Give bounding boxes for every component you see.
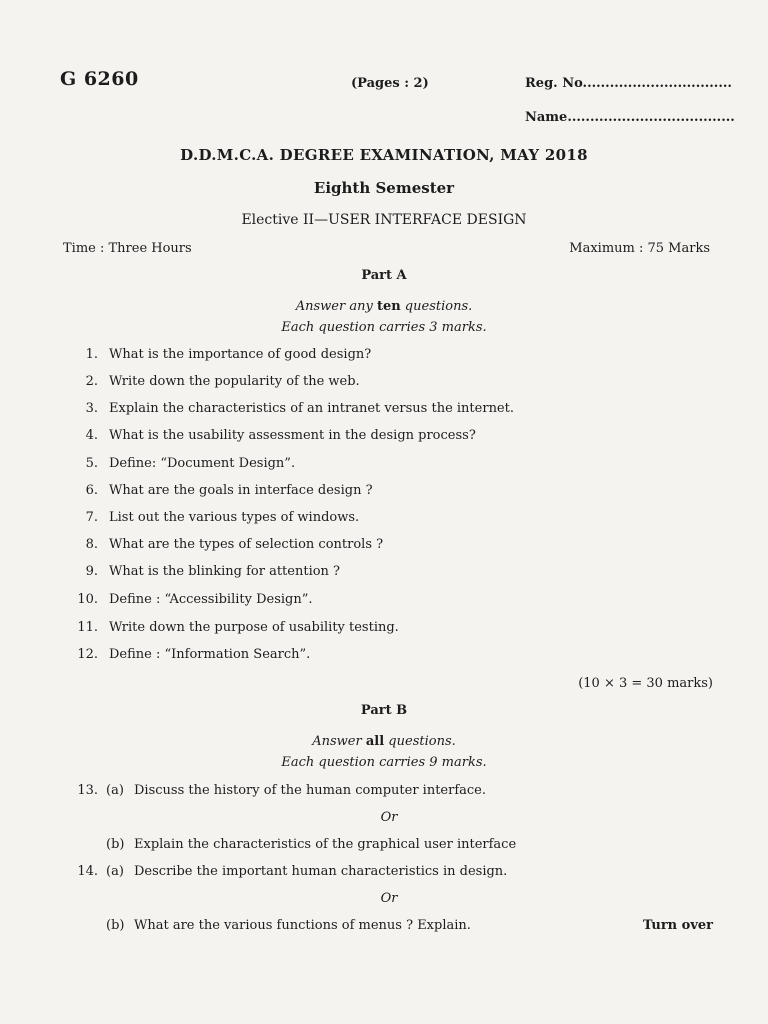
instr-text: Answer: [312, 734, 366, 749]
instr-emphasis: all: [365, 734, 385, 749]
or-separator: Or: [380, 810, 398, 825]
instr-text: Answer any: [295, 299, 377, 314]
part-a-heading: Part A: [361, 268, 407, 283]
question-number: 5.: [85, 456, 98, 471]
question-number: 11.: [77, 620, 98, 635]
question-14b: [72, 918, 632, 938]
question: [72, 564, 712, 584]
question: [72, 510, 712, 530]
question-number: 9.: [85, 564, 98, 579]
instr-text: questions.: [400, 299, 473, 314]
option-label: (a): [106, 864, 124, 879]
question: [72, 347, 712, 367]
question-text: What are the various functions of menus ? Explain.: [134, 918, 471, 933]
time-allowed: Time : Three Hours: [63, 241, 192, 256]
question-text: Explain the characteristics of the graphical user interface: [134, 837, 517, 852]
part-b-instruction: [0, 734, 768, 749]
question-text: Explain the characteristics of an intranet versus the internet.: [109, 401, 514, 416]
question: [72, 374, 712, 394]
option-label: (a): [106, 783, 124, 798]
semester: Eighth Semester: [313, 179, 455, 197]
question-number: 8.: [85, 537, 98, 552]
question-13a: [72, 783, 712, 803]
question-number: 10.: [77, 592, 98, 607]
name-field: Name.....................................: [525, 110, 735, 125]
question-text: Define: “Document Design”.: [109, 456, 296, 471]
option-label: (b): [106, 918, 125, 933]
question-text: Write down the purpose of usability testing.: [109, 620, 399, 635]
question-text: What are the types of selection controls ?: [109, 537, 384, 552]
question: [72, 592, 712, 612]
exam-title: D.D.M.C.A. DEGREE EXAMINATION, MAY 2018: [180, 146, 588, 164]
subject: Elective II—USER INTERFACE DESIGN: [241, 212, 527, 228]
question: [72, 401, 712, 421]
part-a-marks-note: Each question carries 3 marks.: [281, 320, 487, 335]
question-13b: [72, 837, 712, 857]
part-b-marks-note: Each question carries 9 marks.: [281, 755, 487, 770]
question: [72, 647, 712, 667]
instr-emphasis: ten: [376, 299, 401, 314]
paper-code: G 6260: [60, 68, 139, 90]
part-a-total-marks: (10 × 3 = 30 marks): [578, 676, 713, 691]
part-b-heading: Part B: [360, 703, 408, 718]
question-text: What is the usability assessment in the design process?: [109, 428, 476, 443]
question-text: Define : “Information Search”.: [109, 647, 311, 662]
question-number: 3.: [85, 401, 98, 416]
option-label: (b): [106, 837, 125, 852]
page-count: (Pages : 2): [351, 76, 429, 91]
question-text: Write down the popularity of the web.: [109, 374, 360, 389]
question-number: 7.: [85, 510, 98, 525]
question-number: 14.: [77, 864, 98, 879]
instr-text: questions.: [384, 734, 456, 749]
question: [72, 428, 712, 448]
question: [72, 620, 712, 640]
question-number: 2.: [85, 374, 98, 389]
question-text: List out the various types of windows.: [109, 510, 360, 525]
turn-over-note: Turn over: [642, 918, 713, 933]
question-number: 13.: [77, 783, 98, 798]
question: [72, 537, 712, 557]
question-text: What is the importance of good design?: [109, 347, 372, 362]
question-text: What is the blinking for attention ?: [109, 564, 341, 579]
question: [72, 483, 712, 503]
question-number: 1.: [85, 347, 98, 362]
question-text: Describe the important human characteristics in design.: [134, 864, 508, 879]
question: [72, 456, 712, 476]
part-a-instruction: [0, 299, 768, 314]
or-separator: Or: [380, 891, 398, 906]
question-number: 4.: [85, 428, 98, 443]
reg-no-field: Reg. No.................................: [525, 76, 732, 91]
question-number: 6.: [85, 483, 98, 498]
maximum-marks: Maximum : 75 Marks: [569, 241, 710, 256]
question-14a: [72, 864, 712, 884]
question-text: Discuss the history of the human computer interface.: [134, 783, 486, 798]
question-text: What are the goals in interface design ?: [109, 483, 373, 498]
question-number: 12.: [77, 647, 98, 662]
question-text: Define : “Accessibility Design”.: [109, 592, 313, 607]
